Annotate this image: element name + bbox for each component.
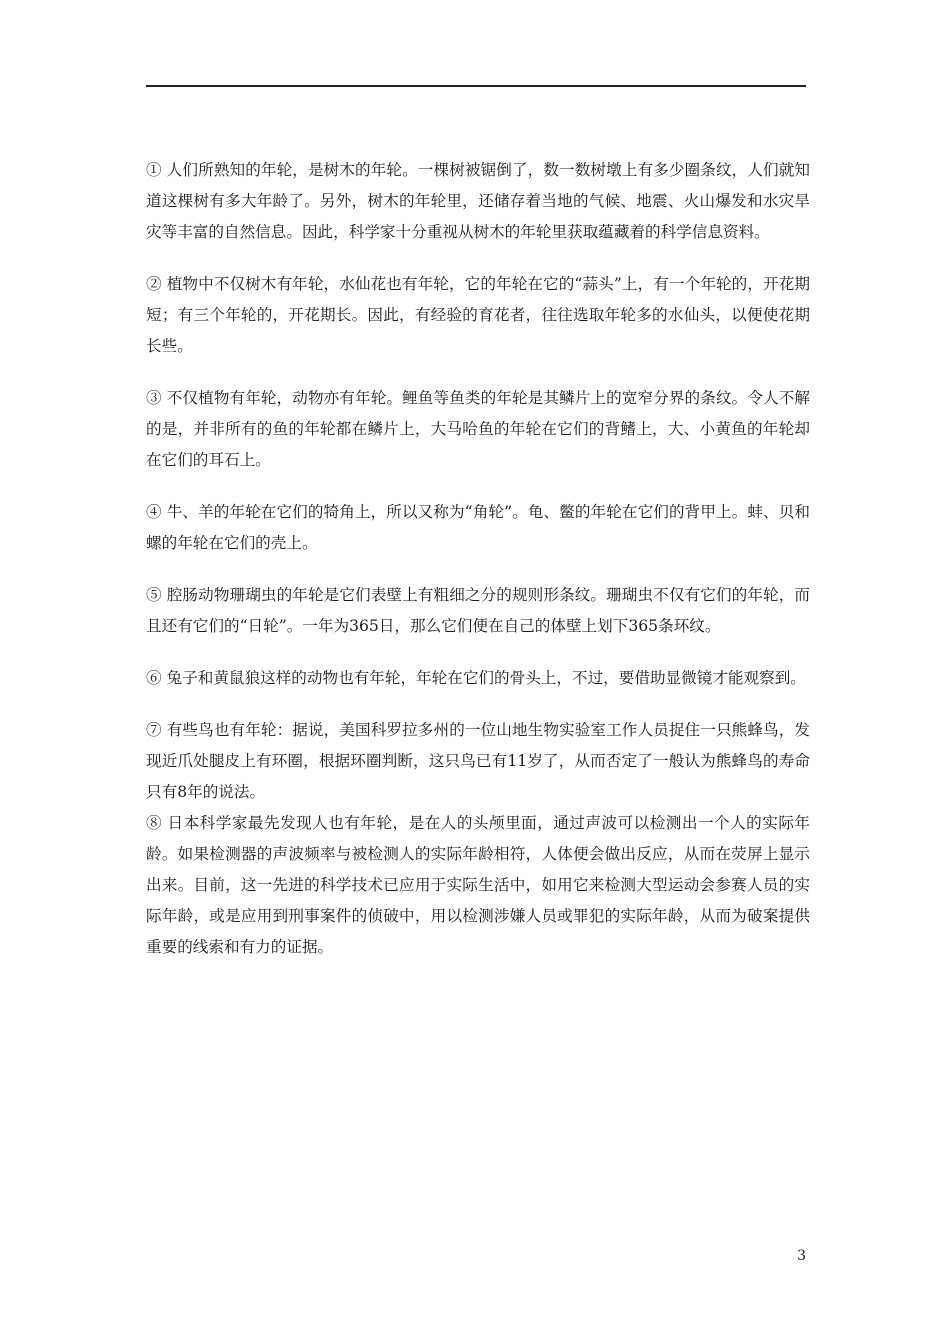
page-number: 3 xyxy=(797,1248,806,1264)
paragraph-5: ⑤ 腔肠动物珊瑚虫的年轮是它们表壁上有粗细之分的规则形条纹。珊瑚虫不仅有它们的年轮，而且还有它们的“日轮”。一年为365日，那么它们便在自己的体壁上划下365条环纹。 xyxy=(146,586,810,635)
paragraph-1: ① 人们所熟知的年轮，是树木的年轮。一棵树被锯倒了，数一数树墩上有多少圈条纹，人们就知道这棵树有多大年龄了。另外，树木的年轮里，还储存着当地的气候、地震、火山爆发和水灾旱灾等丰富的自然信息。因此，科学家十分重视从树木的年轮里获取蕴藏着的科学信息资料。 xyxy=(146,161,810,241)
paragraph-8: ⑧ 日本科学家最先发现人也有年轮，是在人的头颅里面，通过声波可以检测出一个人的实际年龄。如果检测器的声波频率与被检测人的实际年龄相符，人体便会做出反应，从而在荧屏上显示出来。目前，这一先进的科学技术已应用于实际生活中，如用它来检测大型运动会参赛人员的实际年龄，或是应用到刑事案件的侦破中，用以检测涉嫌人员或罪犯的实际年龄，从而为破案提供重要的线索和有力的证据。 xyxy=(146,814,810,956)
header-rule xyxy=(146,85,806,87)
paragraph-6: ⑥ 兔子和黄鼠狼这样的动物也有年轮，年轮在它们的骨头上，不过，要借助显微镜才能观察到。 xyxy=(146,669,806,687)
paragraph-7: ⑦ 有些鸟也有年轮：据说，美国科罗拉多州的一位山地生物实验室工作人员捉住一只熊蜂鸟，发现近爪处腿皮上有环圈，根据环圈判断，这只鸟已有11岁了，从而否定了一般认为熊蜂鸟的寿命只有8年的说法。 xyxy=(146,721,810,801)
paragraph-3: ③ 不仅植物有年轮，动物亦有年轮。鲤鱼等鱼类的年轮是其鳞片上的宽窄分界的条纹。令人不解的是，并非所有的鱼的年轮都在鳞片上，大马哈鱼的年轮在它们的背鳍上，大、小黄鱼的年轮却在它们的耳石上。 xyxy=(146,389,810,469)
article-body xyxy=(146,155,810,963)
paragraph-4: ④ 牛、羊的年轮在它们的犄角上，所以又称为“角轮”。龟、鳖的年轮在它们的背甲上。蚌、贝和螺的年轮在它们的壳上。 xyxy=(146,503,810,552)
paragraph-2: ② 植物中不仅树木有年轮，水仙花也有年轮，它的年轮在它的“蒜头”上，有一个年轮的，开花期短；有三个年轮的，开花期长。因此，有经验的育花者，往往选取年轮多的水仙头，以便使花期长些。 xyxy=(146,275,810,355)
